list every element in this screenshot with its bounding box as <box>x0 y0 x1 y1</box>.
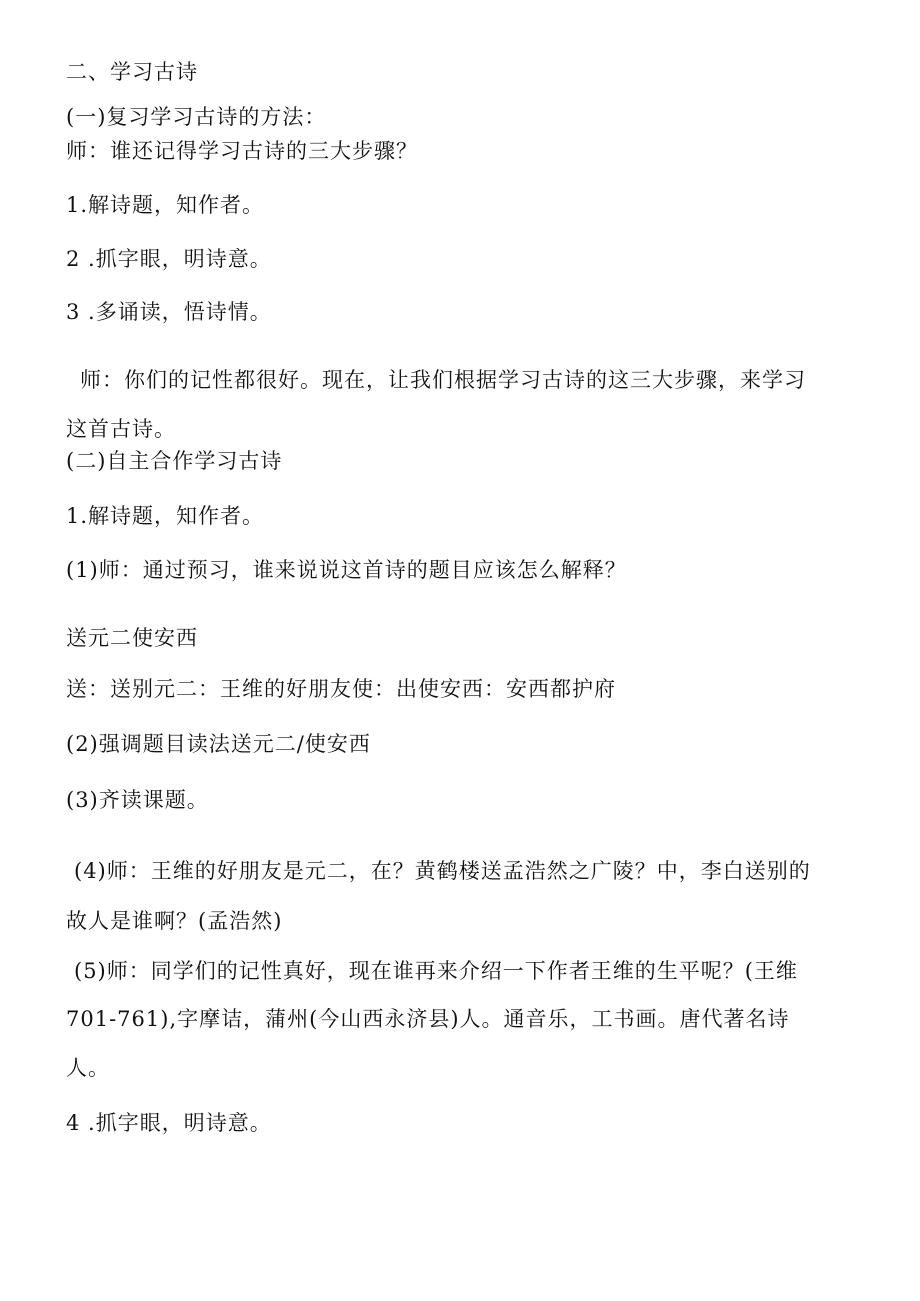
section-heading: 二、学习古诗 <box>66 60 198 84</box>
text-line: 701-761),字摩诘，蒲州(今山西永济县)人。通音乐，工书画。唐代著名诗 <box>66 1007 790 1031</box>
list-item: 1.解诗题，知作者。 <box>66 193 265 217</box>
text-line: 送：送别元二：王维的好朋友使：出使安西：安西都护府 <box>66 677 616 701</box>
text-line: 师：谁还记得学习古诗的三大步骤？ <box>66 139 418 163</box>
list-item: 1.解诗题，知作者。 <box>66 504 265 528</box>
text-line: (4)师：王维的好朋友是元二，在？黄鹤楼送孟浩然之广陵？中，李白送别的 <box>74 859 811 883</box>
list-item: 3 .多诵读，悟诗情。 <box>66 300 272 324</box>
subsection-heading: (二)自主合作学习古诗 <box>66 449 283 473</box>
text-line: 师：你们的记性都很好。现在，让我们根据学习古诗的这三大步骤，来学习 <box>80 368 806 392</box>
list-item: 2 .抓字眼，明诗意。 <box>66 247 272 271</box>
poem-title: 送元二使安西 <box>66 626 198 650</box>
text-line: 这首古诗。 <box>66 417 176 441</box>
text-line: (1)师：通过预习，谁来说说这首诗的题目应该怎么解释？ <box>66 558 627 582</box>
subsection-heading: (一)复习学习古诗的方法： <box>66 105 327 129</box>
text-line: (2)强调题目读法送元二/使安西 <box>66 732 371 756</box>
list-item: 4 .抓字眼，明诗意。 <box>66 1111 272 1135</box>
text-line: 故人是谁啊？(孟浩然) <box>66 909 283 933</box>
text-line: 人。 <box>66 1056 110 1080</box>
text-line: (3)齐读课题。 <box>66 788 209 812</box>
text-line: (5)师：同学们的记性真好，现在谁再来介绍一下作者王维的生平呢？(王维 <box>74 959 798 983</box>
